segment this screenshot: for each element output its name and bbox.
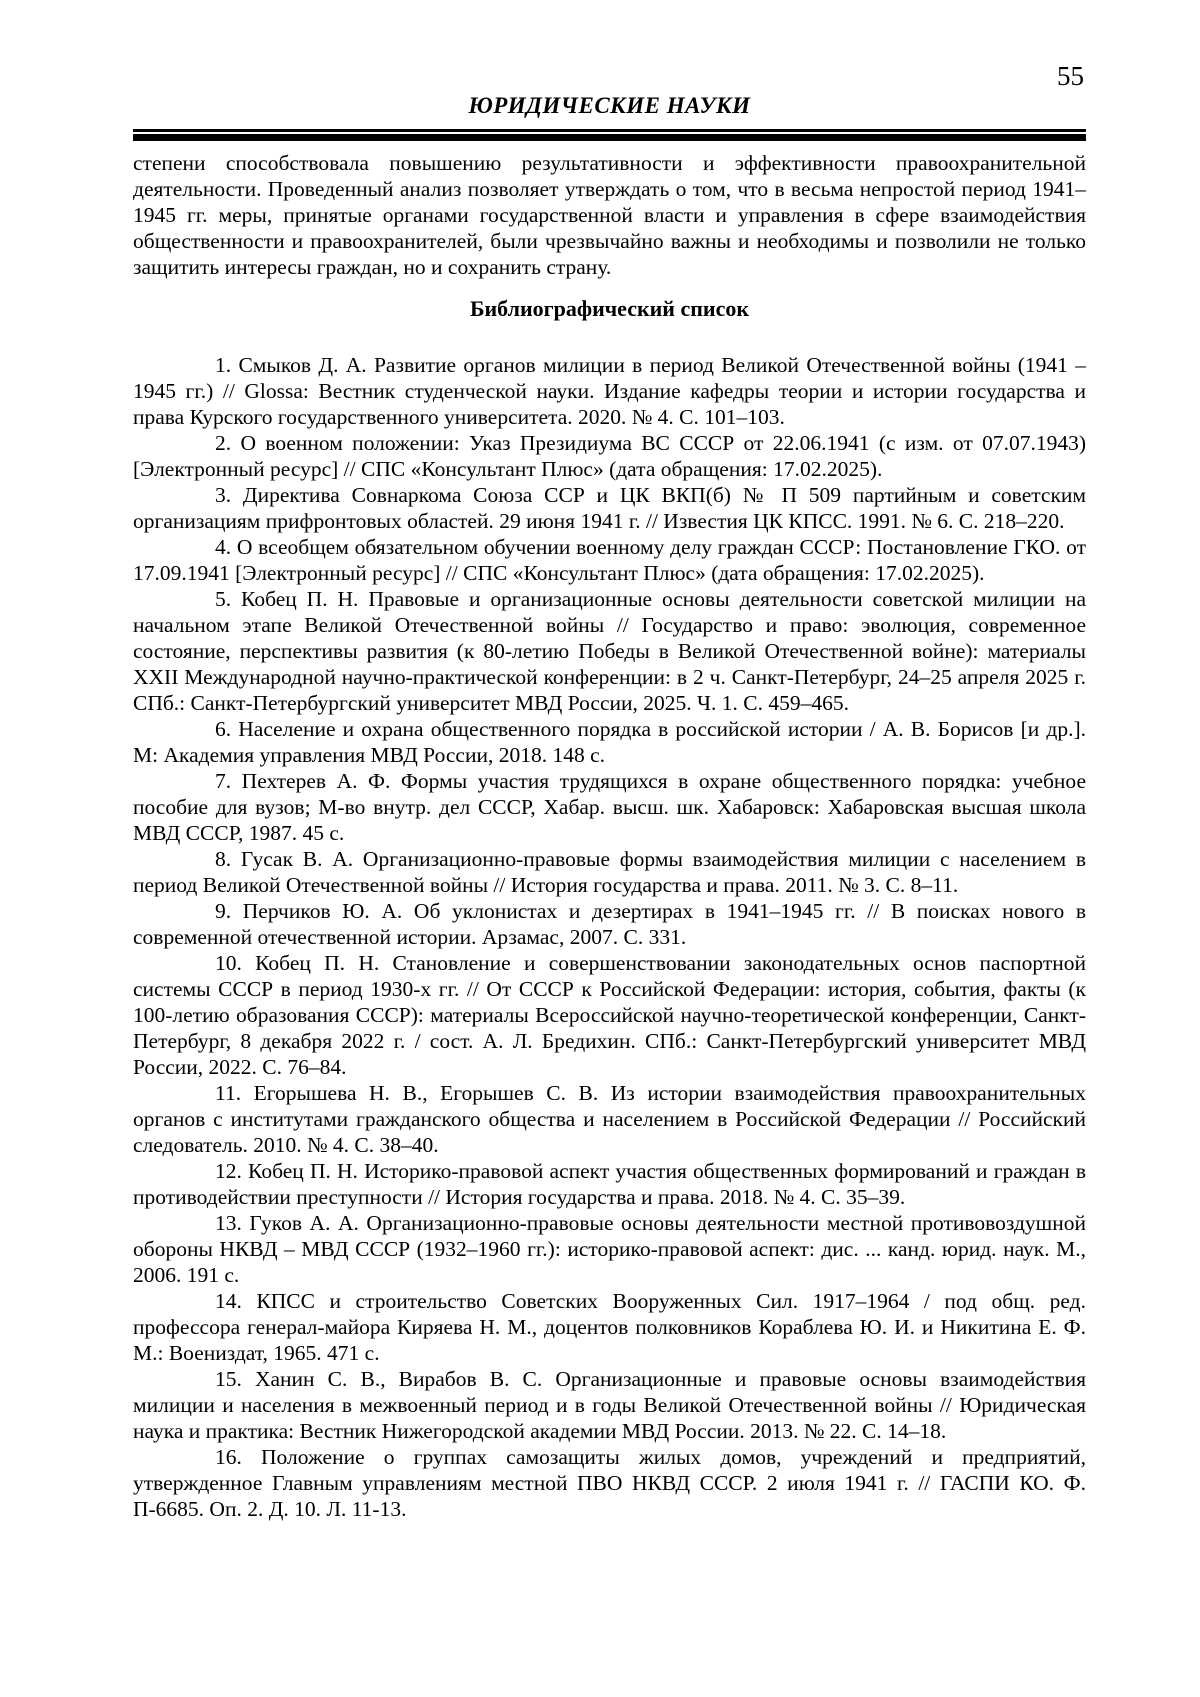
- bibliography-item-11: 11. Егорышева Н. В., Егорышев С. В. Из истории взаимодействия правоохранительных органов с институтами гражданского общества и населением в Российской Федерации // Российский следователь. 2010. № 4. С. 38–40.: [133, 1080, 1086, 1157]
- bibliography-item-7: 7. Пехтерев А. Ф. Формы участия трудящихся в охране общественного порядка: учебное пособие для вузов; М-во внутр. дел СССР, Хабар. высш. шк. Хабаровск: Хабаровская высшая школа МВД СССР, 1987. 45 с.: [133, 768, 1086, 845]
- bibliography-item-3: 3. Директива Совнаркома Союза ССР и ЦК ВКП(б) № П 509 партийным и советским организациям прифронтовых областей. 29 июня 1941 г. // Известия ЦК КПСС. 1991. № 6. С. 218–220.: [133, 482, 1086, 533]
- bibliography-list: [133, 352, 1086, 1522]
- header-rule-thick: [133, 134, 1086, 141]
- page-number: 55: [1057, 61, 1084, 91]
- bibliography-heading: Библиографический список: [469, 295, 750, 321]
- bibliography-item-16: 16. Положение о группах самозащиты жилых домов, учреждений и предприятий, утвержденное Главным управлениям местной ПВО НКВД СССР. 2 июля 1941 г. // ГАСПИ КО. Ф. П-6685. Оп. 2. Д. 10. Л. 11-13.: [133, 1444, 1086, 1521]
- bibliography-item-6: 6. Население и охрана общественного порядка в российской истории / А. В. Борисов [и др.]. М: Академия управления МВД России, 2018. 148 с.: [133, 716, 1086, 767]
- bibliography-item-4: 4. О всеобщем обязательном обучении военному делу граждан СССР: Постановление ГКО. от 17.09.1941 [Электронный ресурс] // СПС «Консультант Плюс» (дата обращения: 17.02.2025).: [133, 534, 1086, 585]
- bibliography-item-5: 5. Кобец П. Н. Правовые и организационные основы деятельности советской милиции на начальном этапе Великой Отечественной войны // Государство и право: эволюция, современное состояние, перспективы развития (к 80-летию Победы в Великой Отечественной войне): материалы XXII Международной научно-практической конференции: в 2 ч. Санкт-Петербург, 24–25 апреля 2025 г. СПб.: Санкт-Петербургский университет МВД России, 2025. Ч. 1. С. 459–465.: [133, 586, 1086, 715]
- bibliography-item-10: 10. Кобец П. Н. Становление и совершенствовании законодательных основ паспортной системы СССР в период 1930-х гг. // От СССР к Российской Федерации: история, события, факты (к 100-летию образования СССР): материалы Всероссийской научно-теоретической конференции, Санкт-Петербург, 8 декабря 2022 г. / сост. А. Л. Бредихин. СПб.: Санкт-Петербургский университет МВД России, 2022. С. 76–84.: [133, 950, 1086, 1079]
- bibliography-item-1: 1. Смыков Д. А. Развитие органов милиции в период Великой Отечественной войны (1941 –1945 гг.) // Glossa: Вестник студенческой науки. Издание кафедры теории и истории государства и права Курского государственного университета. 2020. № 4. С. 101–103.: [133, 352, 1086, 429]
- bibliography-item-14: 14. КПСС и строительство Советских Вооруженных Сил. 1917–1964 / под общ. ред. профессора генерал-майора Киряева Н. М., доцентов полковников Кораблева Ю. И. и Никитина Е. Ф. М.: Воениздат, 1965. 471 с.: [133, 1288, 1086, 1365]
- bibliography-item-12: 12. Кобец П. Н. Историко-правовой аспект участия общественных формирований и граждан в противодействии преступности // История государства и права. 2018. № 4. С. 35–39.: [133, 1158, 1086, 1209]
- bibliography-item-9: 9. Перчиков Ю. А. Об уклонистах и дезертирах в 1941–1945 гг. // В поисках нового в современной отечественной истории. Арзамас, 2007. С. 331.: [133, 898, 1086, 949]
- bibliography-item-13: 13. Гуков А. А. Организационно-правовые основы деятельности местной противовоздушной обороны НКВД – МВД СССР (1932–1960 гг.): историко-правовой аспект: дис. ... канд. юрид. наук. М., 2006. 191 с.: [133, 1210, 1086, 1287]
- bibliography-item-15: 15. Ханин С. В., Вирабов В. С. Организационные и правовые основы взаимодействия милиции и населения в межвоенный период и в годы Великой Отечественной войны // Юридическая наука и практика: Вестник Нижегородской академии МВД России. 2013. № 22. С. 14–18.: [133, 1366, 1086, 1443]
- header-rule-thin: [133, 129, 1086, 132]
- bibliography-item-8: 8. Гусак В. А. Организационно-правовые формы взаимодействия милиции с населением в период Великой Отечественной войны // История государства и права. 2011. № 3. С. 8–11.: [133, 846, 1086, 897]
- intro-paragraph: степени способствовала повышению результативности и эффективности правоохранительной деятельности. Проведенный анализ позволяет утверждать о том, что в весьма непростой период 1941–1945 гг. меры, принятые органами государственной власти и управления в сфере взаимодействия общественности и правоохранителей, были чрезвычайно важны и необходимы и позволили не только защитить интересы граждан, но и сохранить страну.: [133, 150, 1086, 279]
- bibliography-item-2: 2. О военном положении: Указ Президиума ВС СССР от 22.06.1941 (с изм. от 07.07.1943) [Электронный ресурс] // СПС «Консультант Плюс» (дата обращения: 17.02.2025).: [133, 430, 1086, 481]
- running-head: ЮРИДИЧЕСКИЕ НАУКИ: [468, 92, 751, 118]
